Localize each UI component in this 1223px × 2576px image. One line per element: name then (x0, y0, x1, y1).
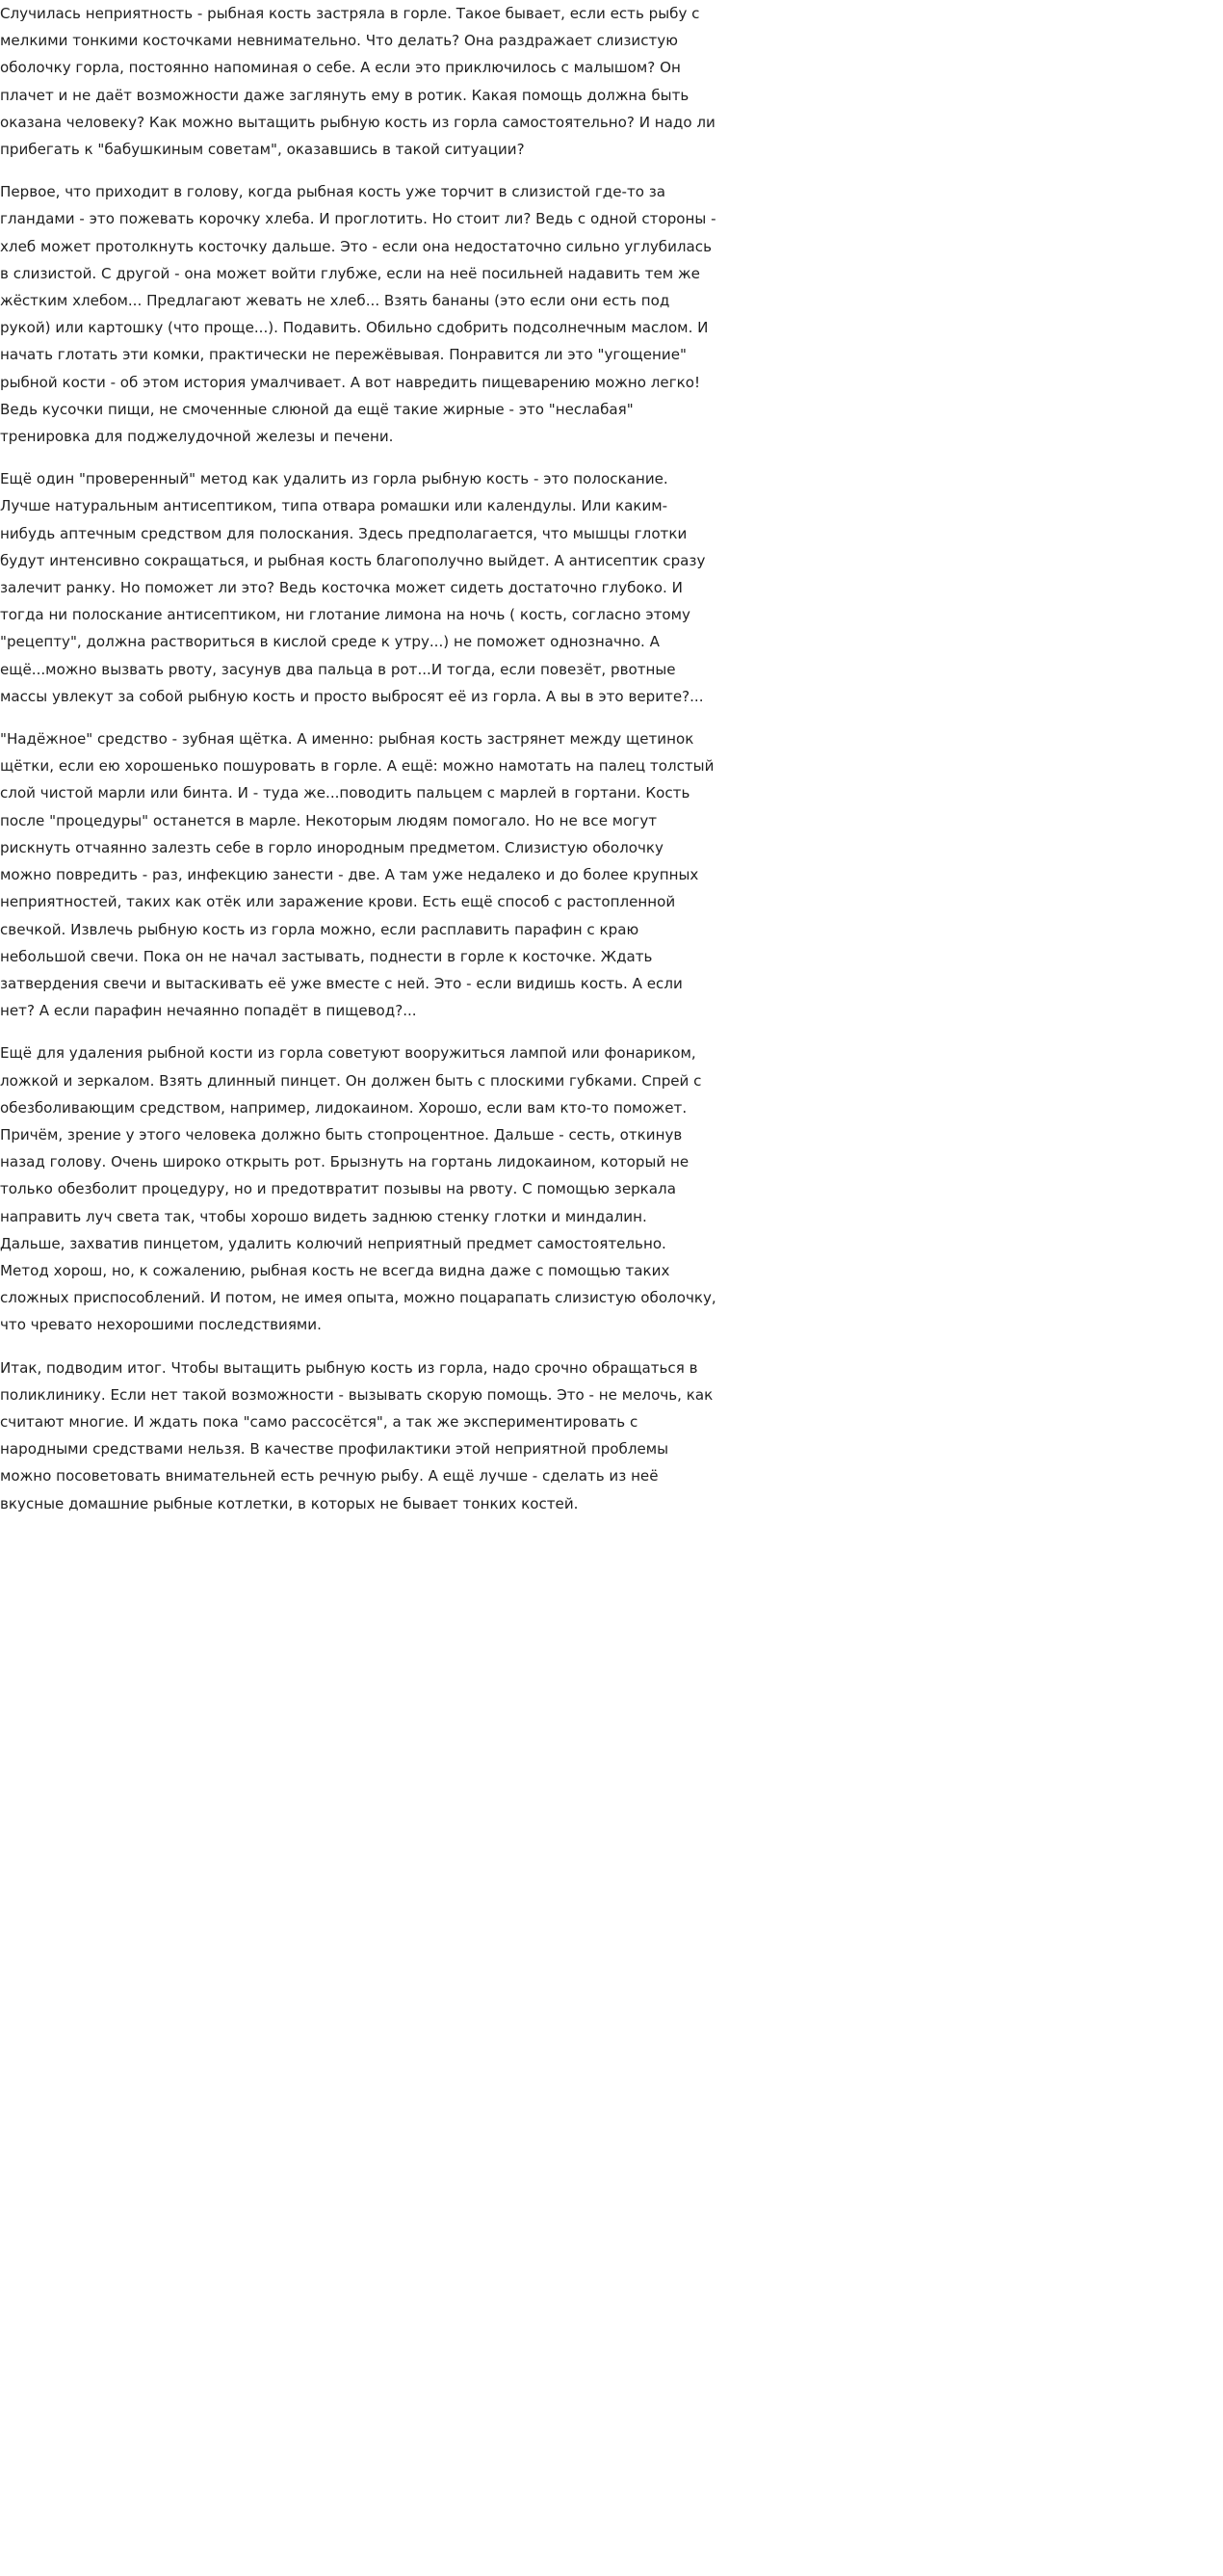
paragraph-toothbrush-method: "Надёжное" средство - зубная щётка. А именно: рыбная кость застрянет между щетинок щётки, если ею хорошенько пошуровать в горле. А ещё: можно намотать на палец толстый слой чистой марли или бинта. И - туда же...поводить пальцем с марлей в гортани. Кость после "процедуры" останется в марле. Некоторым людям помогало. Но не все могут рискнуть отчаянно залезть себе в горло инородным предметом. Слизистую оболочку можно повредить - раз, инфекцию занести - две. А там уже недалеко и до более крупных неприятностей, таких как отёк или заражение крови. Есть ещё способ с растопленной свечкой. Извлечь рыбную кость из горла можно, если расплавить парафин с краю небольшой свечи. Пока он не начал застывать, поднести в горле к косточке. Ждать затвердения свечи и вытаскивать её уже вместе с ней. Это - если видишь кость. А если нет? А если парафин нечаянно попадёт в пищевод?... (0, 730, 715, 1020)
paragraph-rinse-method: Ещё один "проверенный" метод как удалить из горла рыбную кость - это полоскание. Лучше натуральным антисептиком, типа отвара ромашки или календулы. Или каким-нибудь аптечным средством для полоскания. Здесь предполагается, что мышцы глотки будут интенсивно сокращаться, и рыбная кость благополучно выйдет. А антисептик сразу залечит ранку. Но поможет ли это? Ведь косточка может сидеть достаточно глубоко. И тогда ни полоскание антисептиком, ни глотание лимона на ночь ( кость, согласно этому "рецепту", должна раствориться в кислой среде к утру...) не поможет однозначно. А ещё...можно вызвать рвоту, засунув два пальца в рот...И тогда, если повезёт, рвотные массы увлекут за собой рыбную кость и просто выбросят её из горла. А вы в это верите?... (0, 470, 706, 705)
article-body (0, 0, 716, 1517)
paragraph-conclusion: Итак, подводим итог. Чтобы вытащить рыбную кость из горла, надо срочно обращаться в поликлинику. Если нет такой возможности - вызывать скорую помощь. Это - не мелочь, как считают многие. И ждать пока "само рассосётся", а так же экспериментировать с народными средствами нельзя. В качестве профилактики этой неприятной проблемы можно посоветовать внимательней есть речную рыбу. А ещё лучше - сделать из неё вкусные домашние рыбные котлетки, в которых не бывает тонких костей. (0, 1358, 714, 1512)
paragraph-bread-method: Первое, что приходит в голову, когда рыбная кость уже торчит в слизистой где-то за гландами - это пожевать корочку хлеба. И проглотить. Но стоит ли? Ведь с одной стороны - хлеб может протолкнуть косточку дальше. Это - если она недостаточно сильно углубилась в слизистой. С другой - она может войти глубже, если на неё посильней надавить тем же жёстким хлебом... Предлагают жевать не хлеб... Взять бананы (это если они есть под рукой) или картошку (что проще...). Подавить. Обильно сдобрить подсолнечным маслом. И начать глотать эти комки, практически не пережёвывая. Понравится ли это "угощение" рыбной кости - об этом история умалчивает. А вот навредить пищеварению можно легко! Ведь кусочки пищи, не смоченные слюной да ещё такие жирные - это "неслабая" тренировка для поджелудочной железы и печени. (0, 183, 716, 446)
paragraph-intro: Случилась неприятность - рыбная кость застряла в горле. Такое бывает, если есть рыбу с мелкими тонкими косточками невнимательно. Что делать? Она раздражает слизистую оболочку горла, постоянно напоминая о себе. А если это приключилось с малышом? Он плачет и не даёт возможности даже заглянуть ему в ротик. Какая помощь должна быть оказана человеку? Как можно вытащить рыбную кость из горла самостоятельно? И надо ли прибегать к "бабушкиным советам", оказавшись в такой ситуации? (0, 5, 716, 159)
paragraph-tweezers-method: Ещё для удаления рыбной кости из горла советуют вооружиться лампой или фонариком, ложкой и зеркалом. Взять длинный пинцет. Он должен быть с плоскими губками. Спрей с обезболивающим средством, например, лидокаином. Хорошо, если вам кто-то поможет. Причём, зрение у этого человека должно быть стопроцентное. Дальше - сесть, откинув назад голову. Очень широко открыть рот. Брызнуть на гортань лидокаином, который не только обезболит процедуру, но и предотвратит позывы на рвоту. С помощью зеркала направить луч света так, чтобы хорошо видеть заднюю стенку глотки и миндалин. Дальше, захватив пинцетом, удалить колючий неприятный предмет самостоятельно. Метод хорош, но, к сожалению, рыбная кость не всегда видна даже с помощью таких сложных приспособлений. И потом, не имея опыта, можно поцарапать слизистую оболочку, что чревато нехорошими последствиями. (0, 1044, 716, 1334)
